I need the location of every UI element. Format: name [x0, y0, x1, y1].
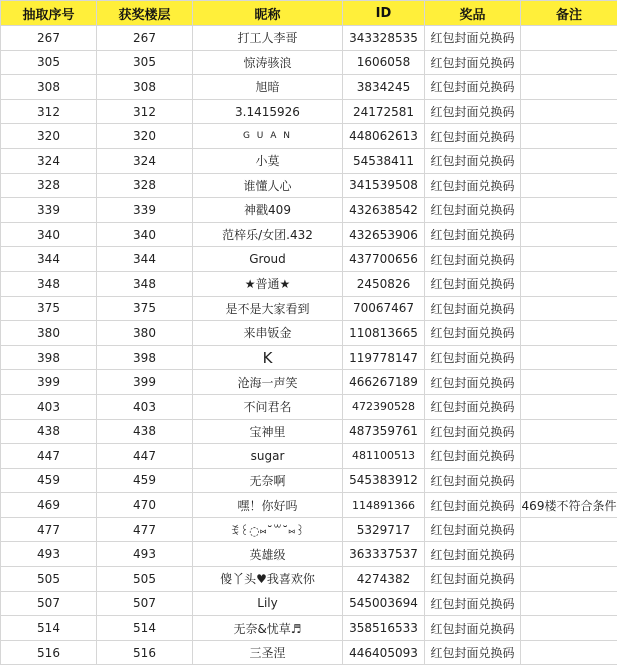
cell-note[interactable]	[521, 321, 617, 346]
cell-id[interactable]: 545003694	[343, 591, 425, 616]
table-row	[1, 493, 617, 518]
cell-draw-number[interactable]: 403	[1, 394, 97, 419]
cell-prize[interactable]: 红包封面兑换码	[425, 50, 521, 75]
cell-id[interactable]: 3834245	[343, 75, 425, 100]
cell-draw-number[interactable]: 447	[1, 444, 97, 469]
cell-note[interactable]	[521, 148, 617, 173]
cell-nickname[interactable]: 是不是大家看到	[193, 296, 343, 321]
table-row	[1, 173, 617, 198]
cell-prize[interactable]: 红包封面兑换码	[425, 394, 521, 419]
cell-prize[interactable]: 红包封面兑换码	[425, 370, 521, 395]
cell-draw-number[interactable]: 312	[1, 99, 97, 124]
cell-floor[interactable]: 267	[97, 26, 193, 51]
cell-id[interactable]: 545383912	[343, 468, 425, 493]
cell-nickname[interactable]: 谁懂人心	[193, 173, 343, 198]
cell-note[interactable]: 469楼不符合条件	[521, 493, 617, 518]
cell-prize[interactable]: 红包封面兑换码	[425, 419, 521, 444]
cell-nickname[interactable]: 范梓乐/女团.432	[193, 222, 343, 247]
cell-nickname[interactable]: 打工人李哥	[193, 26, 343, 51]
cell-nickname[interactable]: K	[193, 345, 343, 370]
cell-note[interactable]	[521, 394, 617, 419]
table-row	[1, 198, 617, 223]
table-row	[1, 321, 617, 346]
cell-prize[interactable]: 红包封面兑换码	[425, 173, 521, 198]
cell-note[interactable]	[521, 345, 617, 370]
cell-prize[interactable]: 红包封面兑换码	[425, 345, 521, 370]
cell-prize[interactable]: 红包封面兑换码	[425, 271, 521, 296]
table-row	[1, 222, 617, 247]
table-row	[1, 419, 617, 444]
cell-floor[interactable]: 399	[97, 370, 193, 395]
cell-draw-number[interactable]: 516	[1, 640, 97, 665]
cell-id[interactable]: 119778147	[343, 345, 425, 370]
cell-prize[interactable]: 红包封面兑换码	[425, 222, 521, 247]
cell-prize[interactable]: 红包封面兑换码	[425, 296, 521, 321]
cell-draw-number[interactable]: 469	[1, 493, 97, 518]
cell-floor[interactable]: 344	[97, 247, 193, 272]
cell-floor[interactable]: 470	[97, 493, 193, 518]
cell-floor[interactable]: 493	[97, 542, 193, 567]
cell-nickname[interactable]: 小莫	[193, 148, 343, 173]
cell-floor[interactable]: 398	[97, 345, 193, 370]
cell-note[interactable]	[521, 616, 617, 641]
cell-nickname[interactable]: 惊涛骇浪	[193, 50, 343, 75]
cell-id[interactable]: 2450826	[343, 271, 425, 296]
cell-prize[interactable]: 红包封面兑换码	[425, 198, 521, 223]
cell-nickname[interactable]: 英雄级	[193, 542, 343, 567]
cell-floor[interactable]: 320	[97, 124, 193, 149]
header-prize[interactable]: 奖品	[425, 1, 521, 26]
table-row	[1, 271, 617, 296]
table-row	[1, 394, 617, 419]
cell-id[interactable]: 1606058	[343, 50, 425, 75]
cell-note[interactable]	[521, 75, 617, 100]
cell-draw-number[interactable]: 399	[1, 370, 97, 395]
cell-floor[interactable]: 340	[97, 222, 193, 247]
cell-draw-number[interactable]: 308	[1, 75, 97, 100]
cell-floor[interactable]: 380	[97, 321, 193, 346]
cell-id[interactable]: 446405093	[343, 640, 425, 665]
cell-id[interactable]: 341539508	[343, 173, 425, 198]
cell-draw-number[interactable]: 380	[1, 321, 97, 346]
cell-nickname[interactable]: ꉂ꒰◌⑅˘꒳˘⑅꒱	[193, 517, 343, 542]
cell-floor[interactable]: 459	[97, 468, 193, 493]
cell-nickname[interactable]: ★普通★	[193, 271, 343, 296]
cell-id[interactable]: 432638542	[343, 198, 425, 223]
cell-note[interactable]	[521, 419, 617, 444]
cell-id[interactable]: 110813665	[343, 321, 425, 346]
cell-draw-number[interactable]: 459	[1, 468, 97, 493]
cell-floor[interactable]: 403	[97, 394, 193, 419]
cell-prize[interactable]: 红包封面兑换码	[425, 247, 521, 272]
cell-nickname[interactable]: 不问君名	[193, 394, 343, 419]
cell-id[interactable]: 343328535	[343, 26, 425, 51]
cell-nickname[interactable]: 无奈&忧草♬	[193, 616, 343, 641]
cell-note[interactable]	[521, 567, 617, 592]
cell-floor[interactable]: 324	[97, 148, 193, 173]
cell-draw-number[interactable]: 507	[1, 591, 97, 616]
table-row	[1, 468, 617, 493]
cell-floor[interactable]: 339	[97, 198, 193, 223]
cell-nickname[interactable]: 沧海一声笑	[193, 370, 343, 395]
table-row	[1, 567, 617, 592]
cell-id[interactable]: 24172581	[343, 99, 425, 124]
cell-id[interactable]: 70067467	[343, 296, 425, 321]
cell-note[interactable]	[521, 222, 617, 247]
table-row	[1, 99, 617, 124]
cell-prize[interactable]: 红包封面兑换码	[425, 468, 521, 493]
table-body	[1, 26, 617, 665]
header-note[interactable]: 备注	[521, 1, 617, 26]
cell-nickname[interactable]: G U A N	[193, 124, 343, 149]
cell-nickname[interactable]: 无奈啊	[193, 468, 343, 493]
cell-floor[interactable]: 477	[97, 517, 193, 542]
cell-nickname[interactable]: sugar	[193, 444, 343, 469]
cell-draw-number[interactable]: 344	[1, 247, 97, 272]
cell-nickname[interactable]: Lily	[193, 591, 343, 616]
table-row	[1, 26, 617, 51]
cell-nickname[interactable]: 嘿！你好吗	[193, 493, 343, 518]
cell-draw-number[interactable]: 339	[1, 198, 97, 223]
cell-floor[interactable]: 348	[97, 271, 193, 296]
cell-floor[interactable]: 312	[97, 99, 193, 124]
cell-floor[interactable]: 505	[97, 567, 193, 592]
cell-note[interactable]	[521, 198, 617, 223]
cell-note[interactable]	[521, 517, 617, 542]
cell-note[interactable]	[521, 370, 617, 395]
cell-draw-number[interactable]: 505	[1, 567, 97, 592]
cell-note[interactable]	[521, 247, 617, 272]
cell-id[interactable]: 363337537	[343, 542, 425, 567]
table-row	[1, 50, 617, 75]
cell-id[interactable]: 54538411	[343, 148, 425, 173]
cell-note[interactable]	[521, 26, 617, 51]
table-row	[1, 247, 617, 272]
cell-draw-number[interactable]: 267	[1, 26, 97, 51]
cell-floor[interactable]: 447	[97, 444, 193, 469]
cell-note[interactable]	[521, 50, 617, 75]
cell-floor[interactable]: 438	[97, 419, 193, 444]
cell-note[interactable]	[521, 640, 617, 665]
cell-id[interactable]: 487359761	[343, 419, 425, 444]
cell-prize[interactable]: 红包封面兑换码	[425, 148, 521, 173]
cell-note[interactable]	[521, 296, 617, 321]
table-row	[1, 75, 617, 100]
table-row	[1, 345, 617, 370]
cell-draw-number[interactable]: 375	[1, 296, 97, 321]
cell-id[interactable]: 5329717	[343, 517, 425, 542]
cell-prize[interactable]: 红包封面兑换码	[425, 321, 521, 346]
cell-prize[interactable]: 红包封面兑换码	[425, 542, 521, 567]
table-row	[1, 444, 617, 469]
cell-draw-number[interactable]: 438	[1, 419, 97, 444]
table-row	[1, 124, 617, 149]
cell-id[interactable]: 358516533	[343, 616, 425, 641]
cell-floor[interactable]: 507	[97, 591, 193, 616]
cell-draw-number[interactable]: 340	[1, 222, 97, 247]
cell-note[interactable]	[521, 468, 617, 493]
cell-draw-number[interactable]: 477	[1, 517, 97, 542]
cell-nickname[interactable]: 神戳409	[193, 198, 343, 223]
cell-id[interactable]: 437700656	[343, 247, 425, 272]
cell-draw-number[interactable]: 493	[1, 542, 97, 567]
cell-prize[interactable]: 红包封面兑换码	[425, 640, 521, 665]
cell-note[interactable]	[521, 271, 617, 296]
cell-draw-number[interactable]: 320	[1, 124, 97, 149]
cell-prize[interactable]: 红包封面兑换码	[425, 517, 521, 542]
cell-draw-number[interactable]: 348	[1, 271, 97, 296]
cell-prize[interactable]: 红包封面兑换码	[425, 591, 521, 616]
table-row	[1, 370, 617, 395]
header-floor[interactable]: 获奖楼层	[97, 1, 193, 26]
cell-id[interactable]: 448062613	[343, 124, 425, 149]
cell-floor[interactable]: 375	[97, 296, 193, 321]
table-row	[1, 517, 617, 542]
cell-id[interactable]: 114891366	[343, 493, 425, 518]
cell-draw-number[interactable]: 305	[1, 50, 97, 75]
cell-prize[interactable]: 红包封面兑换码	[425, 444, 521, 469]
cell-nickname[interactable]: 3.1415926	[193, 99, 343, 124]
cell-floor[interactable]: 516	[97, 640, 193, 665]
cell-floor[interactable]: 514	[97, 616, 193, 641]
cell-nickname[interactable]: Groud	[193, 247, 343, 272]
cell-prize[interactable]: 红包封面兑换码	[425, 567, 521, 592]
cell-nickname[interactable]: 来串钣金	[193, 321, 343, 346]
table-row	[1, 591, 617, 616]
cell-note[interactable]	[521, 124, 617, 149]
cell-draw-number[interactable]: 324	[1, 148, 97, 173]
table-row	[1, 616, 617, 641]
cell-prize[interactable]: 红包封面兑换码	[425, 124, 521, 149]
cell-id[interactable]: 481100513	[343, 444, 425, 469]
header-row	[1, 1, 617, 26]
cell-id[interactable]: 4274382	[343, 567, 425, 592]
cell-note[interactable]	[521, 444, 617, 469]
cell-floor[interactable]: 305	[97, 50, 193, 75]
header-draw-number[interactable]: 抽取序号	[1, 1, 97, 26]
cell-draw-number[interactable]: 514	[1, 616, 97, 641]
table-row	[1, 542, 617, 567]
cell-draw-number[interactable]: 328	[1, 173, 97, 198]
table-row	[1, 640, 617, 665]
cell-id[interactable]: 466267189	[343, 370, 425, 395]
header-nickname[interactable]: 昵称	[193, 1, 343, 26]
cell-floor[interactable]: 308	[97, 75, 193, 100]
cell-note[interactable]	[521, 542, 617, 567]
cell-note[interactable]	[521, 173, 617, 198]
cell-id[interactable]: 472390528	[343, 394, 425, 419]
table-row	[1, 296, 617, 321]
cell-id[interactable]: 432653906	[343, 222, 425, 247]
header-id[interactable]: ID	[343, 1, 425, 26]
cell-floor[interactable]: 328	[97, 173, 193, 198]
cell-prize[interactable]: 红包封面兑换码	[425, 493, 521, 518]
table-row	[1, 148, 617, 173]
cell-prize[interactable]: 红包封面兑换码	[425, 75, 521, 100]
cell-nickname[interactable]: 三圣涅	[193, 640, 343, 665]
cell-prize[interactable]: 红包封面兑换码	[425, 616, 521, 641]
cell-nickname[interactable]: 宝神里	[193, 419, 343, 444]
cell-note[interactable]	[521, 99, 617, 124]
cell-nickname[interactable]: 旭暗	[193, 75, 343, 100]
cell-draw-number[interactable]: 398	[1, 345, 97, 370]
cell-prize[interactable]: 红包封面兑换码	[425, 26, 521, 51]
cell-nickname[interactable]: 傻丫头♥我喜欢你	[193, 567, 343, 592]
cell-prize[interactable]: 红包封面兑换码	[425, 99, 521, 124]
cell-note[interactable]	[521, 591, 617, 616]
